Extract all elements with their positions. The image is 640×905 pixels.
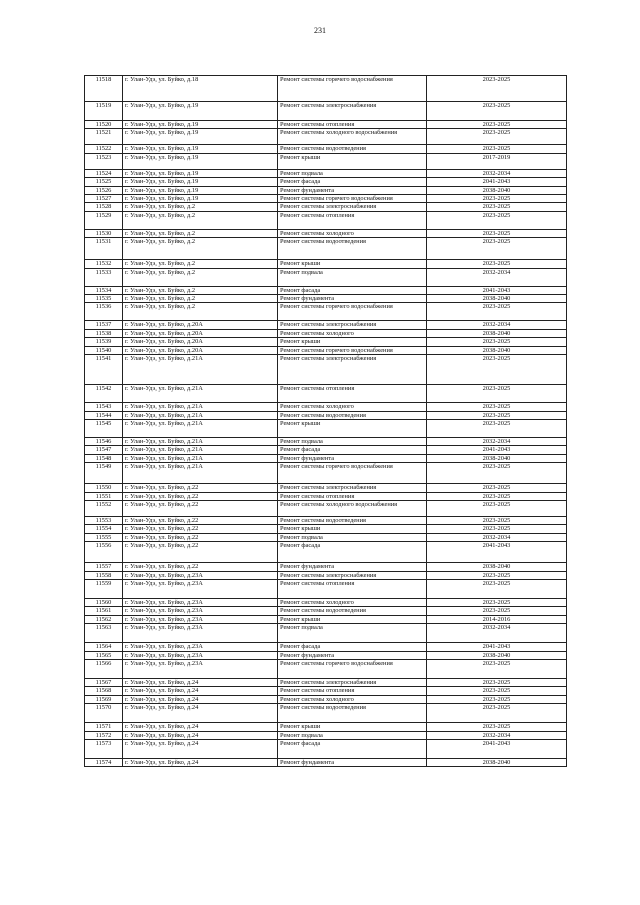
row-period: 2038-2040 (427, 186, 567, 194)
row-address: г. Улан-Удэ, ул. Буйко, д.19 (123, 178, 278, 186)
row-address: г. Улан-Удэ, ул. Буйко, д.2 (123, 238, 278, 260)
table-row (85, 598, 567, 606)
row-address: г. Улан-Удэ, ул. Буйко, д.21А (123, 454, 278, 462)
table-row (85, 492, 567, 500)
row-work-type: Ремонт системы электроснабжения (278, 571, 427, 579)
row-address: г. Улан-Удэ, ул. Буйко, д.2 (123, 203, 278, 211)
row-work-type: Ремонт подвала (278, 624, 427, 643)
table-row (85, 303, 567, 321)
row-period: 2023-2025 (427, 598, 567, 606)
row-number: 11550 (85, 484, 123, 492)
row-address: г. Улан-Удэ, ул. Буйко, д.21А (123, 437, 278, 445)
row-number: 11551 (85, 492, 123, 500)
row-number: 11560 (85, 598, 123, 606)
row-address: г. Улан-Удэ, ул. Буйко, д.19 (123, 129, 278, 145)
row-address: г. Улан-Удэ, ул. Буйко, д.23А (123, 607, 278, 615)
row-work-type: Ремонт крыши (278, 615, 427, 623)
row-address: г. Улан-Удэ, ул. Буйко, д.22 (123, 516, 278, 524)
table-row (85, 229, 567, 237)
row-work-type: Ремонт системы отопления (278, 687, 427, 695)
table-row (85, 121, 567, 129)
table-row (85, 268, 567, 286)
row-number: 11520 (85, 121, 123, 129)
row-period: 2023-2025 (427, 238, 567, 260)
row-period: 2032-2034 (427, 437, 567, 445)
row-number: 11571 (85, 723, 123, 731)
row-work-type: Ремонт фасада (278, 446, 427, 454)
row-work-type: Ремонт системы горячего водоснабжения (278, 76, 427, 102)
row-number: 11564 (85, 643, 123, 651)
table-row (85, 563, 567, 571)
table-row (85, 723, 567, 731)
row-work-type: Ремонт системы водоотведения (278, 607, 427, 615)
table-row (85, 260, 567, 268)
table-row (85, 195, 567, 203)
row-address: г. Улан-Удэ, ул. Буйко, д.22 (123, 500, 278, 516)
row-period: 2023-2025 (427, 203, 567, 211)
row-period: 2014-2016 (427, 615, 567, 623)
row-address: г. Улан-Удэ, ул. Буйко, д.19 (123, 145, 278, 153)
row-number: 11548 (85, 454, 123, 462)
row-address: г. Улан-Удэ, ул. Буйко, д.18 (123, 76, 278, 102)
table-row (85, 704, 567, 723)
row-period: 2023-2025 (427, 516, 567, 524)
row-number: 11570 (85, 704, 123, 723)
row-work-type: Ремонт системы отопления (278, 121, 427, 129)
row-period: 2038-2040 (427, 759, 567, 767)
row-address: г. Улан-Удэ, ул. Буйко, д.23А (123, 615, 278, 623)
row-address: г. Улан-Удэ, ул. Буйко, д.22 (123, 492, 278, 500)
row-work-type: Ремонт подвала (278, 533, 427, 541)
row-address: г. Улан-Удэ, ул. Буйко, д.24 (123, 759, 278, 767)
row-work-type: Ремонт системы холодного (278, 329, 427, 337)
row-period: 2041-2043 (427, 643, 567, 651)
row-period: 2032-2034 (427, 169, 567, 177)
row-number: 11542 (85, 385, 123, 403)
table-row (85, 203, 567, 211)
row-work-type: Ремонт системы электроснабжения (278, 102, 427, 121)
table-row (85, 454, 567, 462)
row-number: 11533 (85, 268, 123, 286)
row-work-type: Ремонт крыши (278, 525, 427, 533)
row-number: 11559 (85, 579, 123, 598)
row-work-type: Ремонт системы водоотведения (278, 516, 427, 524)
row-address: г. Улан-Удэ, ул. Буйко, д.20А (123, 329, 278, 337)
row-period: 2023-2025 (427, 607, 567, 615)
row-address: г. Улан-Удэ, ул. Буйко, д.24 (123, 740, 278, 759)
table-row (85, 211, 567, 229)
table-row (85, 695, 567, 703)
row-period: 2023-2025 (427, 121, 567, 129)
row-number: 11522 (85, 145, 123, 153)
row-period: 2023-2025 (427, 411, 567, 419)
row-work-type: Ремонт системы горячего водоснабжения (278, 346, 427, 354)
table-row (85, 484, 567, 492)
row-period: 2041-2043 (427, 286, 567, 294)
row-period: 2032-2034 (427, 268, 567, 286)
row-period: 2023-2025 (427, 76, 567, 102)
row-address: г. Улан-Удэ, ул. Буйко, д.19 (123, 195, 278, 203)
table-row (85, 579, 567, 598)
row-number: 11540 (85, 346, 123, 354)
table-row (85, 153, 567, 169)
table-row (85, 759, 567, 767)
row-work-type: Ремонт системы холодного (278, 229, 427, 237)
row-work-type: Ремонт системы отопления (278, 211, 427, 229)
row-period: 2023-2025 (427, 687, 567, 695)
row-work-type: Ремонт крыши (278, 260, 427, 268)
row-address: г. Улан-Удэ, ул. Буйко, д.23А (123, 660, 278, 679)
row-period: 2023-2025 (427, 500, 567, 516)
row-number: 11568 (85, 687, 123, 695)
row-period: 2032-2034 (427, 624, 567, 643)
row-period: 2023-2025 (427, 660, 567, 679)
table-row (85, 533, 567, 541)
row-work-type: Ремонт системы холодного водоснабжения (278, 129, 427, 145)
row-address: г. Улан-Удэ, ул. Буйко, д.24 (123, 731, 278, 739)
row-number: 11534 (85, 286, 123, 294)
page-number: 231 (314, 26, 326, 35)
row-number: 11518 (85, 76, 123, 102)
row-number: 11549 (85, 463, 123, 484)
row-address: г. Улан-Удэ, ул. Буйко, д.23А (123, 579, 278, 598)
row-work-type: Ремонт подвала (278, 268, 427, 286)
row-number: 11537 (85, 321, 123, 329)
row-work-type: Ремонт системы водоотведения (278, 145, 427, 153)
row-address: г. Улан-Удэ, ул. Буйко, д.22 (123, 484, 278, 492)
row-work-type: Ремонт фасада (278, 740, 427, 759)
row-number: 11521 (85, 129, 123, 145)
row-address: г. Улан-Удэ, ул. Буйко, д.23А (123, 651, 278, 659)
row-number: 11565 (85, 651, 123, 659)
row-address: г. Улан-Удэ, ул. Буйко, д.21А (123, 463, 278, 484)
row-number: 11569 (85, 695, 123, 703)
table-row (85, 385, 567, 403)
table-row (85, 679, 567, 687)
row-address: г. Улан-Удэ, ул. Буйко, д.23А (123, 624, 278, 643)
row-number: 11566 (85, 660, 123, 679)
table-row (85, 437, 567, 445)
row-address: г. Улан-Удэ, ул. Буйко, д.20А (123, 321, 278, 329)
row-number: 11572 (85, 731, 123, 739)
table-row (85, 295, 567, 303)
row-work-type: Ремонт фундамента (278, 454, 427, 462)
row-period: 2023-2025 (427, 695, 567, 703)
row-period: 2038-2040 (427, 563, 567, 571)
row-work-type: Ремонт фасада (278, 542, 427, 563)
row-work-type: Ремонт системы холодного водоснабжения (278, 500, 427, 516)
row-address: г. Улан-Удэ, ул. Буйко, д.19 (123, 153, 278, 169)
row-address: г. Улан-Удэ, ул. Буйко, д.23А (123, 598, 278, 606)
row-work-type: Ремонт подвала (278, 731, 427, 739)
row-work-type: Ремонт крыши (278, 338, 427, 346)
table-row (85, 446, 567, 454)
table-row (85, 346, 567, 354)
row-period: 2023-2025 (427, 723, 567, 731)
row-period: 2023-2025 (427, 145, 567, 153)
row-address: г. Улан-Удэ, ул. Буйко, д.24 (123, 687, 278, 695)
row-work-type: Ремонт подвала (278, 169, 427, 177)
table-row (85, 321, 567, 329)
row-address: г. Улан-Удэ, ул. Буйко, д.21А (123, 385, 278, 403)
row-period: 2017-2019 (427, 153, 567, 169)
row-period: 2023-2025 (427, 419, 567, 437)
row-work-type: Ремонт системы горячего водоснабжения (278, 303, 427, 321)
table-row (85, 169, 567, 177)
row-number: 11526 (85, 186, 123, 194)
row-address: г. Улан-Удэ, ул. Буйко, д.22 (123, 525, 278, 533)
row-number: 11558 (85, 571, 123, 579)
row-address: г. Улан-Удэ, ул. Буйко, д.23А (123, 643, 278, 651)
row-work-type: Ремонт системы холодного (278, 403, 427, 411)
row-work-type: Ремонт фасада (278, 286, 427, 294)
row-number: 11538 (85, 329, 123, 337)
row-address: г. Улан-Удэ, ул. Буйко, д.20А (123, 338, 278, 346)
row-address: г. Улан-Удэ, ул. Буйко, д.21А (123, 419, 278, 437)
row-work-type: Ремонт фасада (278, 178, 427, 186)
row-period: 2023-2025 (427, 211, 567, 229)
table-row (85, 525, 567, 533)
row-work-type: Ремонт фундамента (278, 759, 427, 767)
row-address: г. Улан-Удэ, ул. Буйко, д.23А (123, 571, 278, 579)
row-address: г. Улан-Удэ, ул. Буйко, д.2 (123, 229, 278, 237)
table-row (85, 463, 567, 484)
table-row (85, 338, 567, 346)
row-work-type: Ремонт системы водоотведения (278, 704, 427, 723)
row-number: 11555 (85, 533, 123, 541)
row-address: г. Улан-Удэ, ул. Буйко, д.19 (123, 186, 278, 194)
row-address: г. Улан-Удэ, ул. Буйко, д.2 (123, 268, 278, 286)
row-period: 2041-2043 (427, 542, 567, 563)
row-period: 2041-2043 (427, 740, 567, 759)
row-number: 11546 (85, 437, 123, 445)
row-period: 2023-2025 (427, 260, 567, 268)
row-address: г. Улан-Удэ, ул. Буйко, д.21А (123, 411, 278, 419)
table-row (85, 740, 567, 759)
row-number: 11562 (85, 615, 123, 623)
row-address: г. Улан-Удэ, ул. Буйко, д.22 (123, 563, 278, 571)
row-number: 11554 (85, 525, 123, 533)
row-address: г. Улан-Удэ, ул. Буйко, д.19 (123, 169, 278, 177)
row-address: г. Улан-Удэ, ул. Буйко, д.24 (123, 695, 278, 703)
row-work-type: Ремонт системы электроснабжения (278, 203, 427, 211)
row-period: 2038-2040 (427, 454, 567, 462)
row-address: г. Улан-Удэ, ул. Буйко, д.2 (123, 295, 278, 303)
row-address: г. Улан-Удэ, ул. Буйко, д.21А (123, 355, 278, 385)
row-period: 2023-2025 (427, 129, 567, 145)
table-row (85, 286, 567, 294)
table-row (85, 607, 567, 615)
row-address: г. Улан-Удэ, ул. Буйко, д.21А (123, 403, 278, 411)
row-period: 2023-2025 (427, 385, 567, 403)
table-row (85, 687, 567, 695)
row-work-type: Ремонт системы электроснабжения (278, 679, 427, 687)
row-work-type: Ремонт системы горячего водоснабжения (278, 660, 427, 679)
row-address: г. Улан-Удэ, ул. Буйко, д.20А (123, 346, 278, 354)
row-number: 11536 (85, 303, 123, 321)
row-period: 2041-2043 (427, 446, 567, 454)
table-row (85, 500, 567, 516)
row-period: 2023-2025 (427, 355, 567, 385)
row-address: г. Улан-Удэ, ул. Буйко, д.24 (123, 679, 278, 687)
table-row (85, 178, 567, 186)
table-row (85, 542, 567, 563)
row-work-type: Ремонт системы водоотведения (278, 411, 427, 419)
row-work-type: Ремонт подвала (278, 437, 427, 445)
table-row (85, 624, 567, 643)
row-number: 11530 (85, 229, 123, 237)
table-body (85, 76, 567, 767)
row-work-type: Ремонт системы отопления (278, 492, 427, 500)
row-address: г. Улан-Удэ, ул. Буйко, д.19 (123, 121, 278, 129)
row-number: 11524 (85, 169, 123, 177)
row-work-type: Ремонт фундамента (278, 295, 427, 303)
table-row (85, 660, 567, 679)
row-period: 2023-2025 (427, 484, 567, 492)
row-number: 11574 (85, 759, 123, 767)
row-period: 2038-2040 (427, 651, 567, 659)
row-work-type: Ремонт фасада (278, 643, 427, 651)
row-work-type: Ремонт фундамента (278, 186, 427, 194)
row-number: 11545 (85, 419, 123, 437)
row-work-type: Ремонт системы электроснабжения (278, 355, 427, 385)
table-row (85, 238, 567, 260)
table-row (85, 145, 567, 153)
row-number: 11544 (85, 411, 123, 419)
row-address: г. Улан-Удэ, ул. Буйко, д.24 (123, 723, 278, 731)
table-row (85, 403, 567, 411)
table-row (85, 355, 567, 385)
row-work-type: Ремонт системы горячего водоснабжения (278, 463, 427, 484)
table-row (85, 571, 567, 579)
table-row (85, 329, 567, 337)
table-row (85, 643, 567, 651)
row-number: 11519 (85, 102, 123, 121)
row-work-type: Ремонт крыши (278, 419, 427, 437)
row-number: 11535 (85, 295, 123, 303)
row-address: г. Улан-Удэ, ул. Буйко, д.22 (123, 533, 278, 541)
table-row (85, 615, 567, 623)
row-period: 2023-2025 (427, 195, 567, 203)
row-period: 2038-2040 (427, 329, 567, 337)
row-number: 11553 (85, 516, 123, 524)
row-period: 2023-2025 (427, 492, 567, 500)
row-number: 11557 (85, 563, 123, 571)
row-address: г. Улан-Удэ, ул. Буйко, д.2 (123, 303, 278, 321)
row-period: 2023-2025 (427, 579, 567, 598)
row-period: 2023-2025 (427, 463, 567, 484)
row-period: 2023-2025 (427, 403, 567, 411)
capital-repair-table (84, 75, 567, 767)
table-row (85, 102, 567, 121)
row-number: 11556 (85, 542, 123, 563)
table-row (85, 651, 567, 659)
row-work-type: Ремонт системы электроснабжения (278, 321, 427, 329)
row-work-type: Ремонт системы водоотведения (278, 238, 427, 260)
table-row (85, 186, 567, 194)
row-number: 11528 (85, 203, 123, 211)
table-row (85, 419, 567, 437)
table-row (85, 411, 567, 419)
table-row (85, 129, 567, 145)
row-address: г. Улан-Удэ, ул. Буйко, д.2 (123, 211, 278, 229)
row-work-type: Ремонт системы холодного (278, 695, 427, 703)
row-number: 11527 (85, 195, 123, 203)
row-number: 11532 (85, 260, 123, 268)
table-row (85, 516, 567, 524)
row-address: г. Улан-Удэ, ул. Буйко, д.19 (123, 102, 278, 121)
row-period: 2023-2025 (427, 704, 567, 723)
row-work-type: Ремонт фундамента (278, 651, 427, 659)
row-period: 2038-2040 (427, 346, 567, 354)
row-work-type: Ремонт фундамента (278, 563, 427, 571)
row-work-type: Ремонт системы холодного (278, 598, 427, 606)
row-work-type: Ремонт крыши (278, 723, 427, 731)
row-number: 11523 (85, 153, 123, 169)
row-work-type: Ремонт системы горячего водоснабжения (278, 195, 427, 203)
row-period: 2023-2025 (427, 571, 567, 579)
row-period: 2041-2043 (427, 178, 567, 186)
row-address: г. Улан-Удэ, ул. Буйко, д.2 (123, 260, 278, 268)
row-number: 11563 (85, 624, 123, 643)
row-number: 11525 (85, 178, 123, 186)
row-address: г. Улан-Удэ, ул. Буйко, д.2 (123, 286, 278, 294)
row-number: 11552 (85, 500, 123, 516)
row-work-type: Ремонт системы электроснабжения (278, 484, 427, 492)
row-number: 11567 (85, 679, 123, 687)
row-work-type: Ремонт системы отопления (278, 579, 427, 598)
row-address: г. Улан-Удэ, ул. Буйко, д.22 (123, 542, 278, 563)
row-period: 2023-2025 (427, 679, 567, 687)
row-period: 2032-2034 (427, 321, 567, 329)
row-number: 11543 (85, 403, 123, 411)
row-period: 2032-2034 (427, 731, 567, 739)
row-period: 2023-2025 (427, 338, 567, 346)
row-period: 2023-2025 (427, 102, 567, 121)
row-address: г. Улан-Удэ, ул. Буйко, д.21А (123, 446, 278, 454)
row-period: 2023-2025 (427, 303, 567, 321)
row-period: 2038-2040 (427, 295, 567, 303)
row-number: 11573 (85, 740, 123, 759)
row-number: 11547 (85, 446, 123, 454)
row-number: 11541 (85, 355, 123, 385)
row-number: 11529 (85, 211, 123, 229)
row-number: 11531 (85, 238, 123, 260)
row-work-type: Ремонт системы отопления (278, 385, 427, 403)
row-address: г. Улан-Удэ, ул. Буйко, д.24 (123, 704, 278, 723)
row-period: 2023-2025 (427, 525, 567, 533)
row-period: 2032-2034 (427, 533, 567, 541)
table-row (85, 76, 567, 102)
row-number: 11561 (85, 607, 123, 615)
row-number: 11539 (85, 338, 123, 346)
table-row (85, 731, 567, 739)
row-work-type: Ремонт крыши (278, 153, 427, 169)
row-period: 2023-2025 (427, 229, 567, 237)
